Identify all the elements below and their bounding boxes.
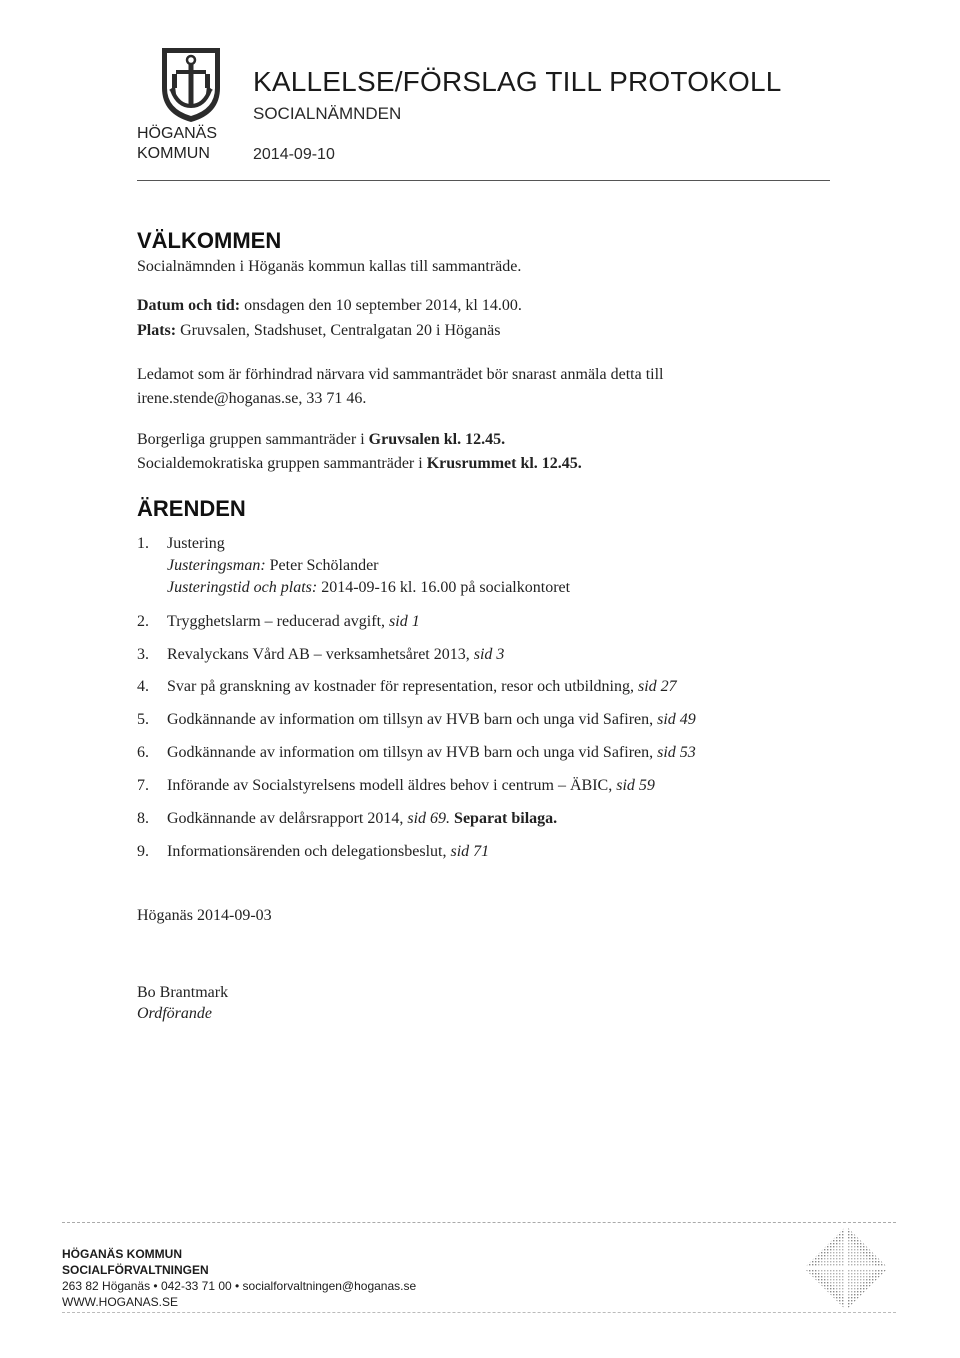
document-title: KALLELSE/FÖRSLAG TILL PROTOKOLL [253,66,782,97]
agenda-item [137,646,504,664]
municipality-line-1: HÖGANÄS [137,125,218,142]
adjuster-line [167,557,379,575]
group-meeting-2 [137,455,582,473]
committee-name: SOCIALNÄMNDEN [253,104,402,123]
item-page-ref: sid 49 [657,711,696,728]
agenda-item [137,810,557,828]
header-divider [137,180,830,181]
matters-heading: ÄRENDEN [137,496,246,521]
item-text: Godkännande av information om tillsyn av HVB barn och unga vid Safiren, [167,744,658,761]
municipal-coat-of-arms-logo [158,44,224,124]
footer-diamond-emblem [800,1222,892,1314]
signatory-role: Ordförande [137,1005,212,1022]
item-text: Godkännande av information om tillsyn av HVB barn och unga vid Safiren, [167,711,658,728]
group-meeting-room: Gruvsalen kl. 12.45. [368,431,506,448]
meeting-date: 2014-09-10 [253,146,335,163]
item-number: 2. [137,613,149,630]
welcome-heading: VÄLKOMMEN [137,228,282,253]
item-extra: Separat bilaga. [450,810,558,827]
item-page-ref: sid 27 [637,678,677,695]
item-page-ref: sid 59 [616,777,655,794]
group-meeting-text: Socialdemokratiska gruppen sammanträder i [137,455,427,472]
footer-address: 263 82 Höganäs • 042-33 71 00 • socialforvaltningen@hoganas.se [62,1279,417,1293]
municipality-line-2: KOMMUN [137,145,210,162]
footer-department: SOCIALFÖRVALTNINGEN [62,1263,209,1277]
item-text: Revalyckans Vård AB – verksamhetsåret 2013, [167,646,474,663]
group-meeting-text: Borgerliga gruppen sammanträder i [137,431,369,448]
item-number: 1. [137,535,149,552]
item-number: 6. [137,744,149,761]
item-page-ref: sid 69. [407,810,451,827]
adjuster-value: Peter Schölander [265,557,379,574]
agenda-item [137,744,696,762]
adjustment-time-label: Justeringstid och plats: [167,579,318,596]
meeting-place-line [137,322,500,340]
group-meeting-1 [137,431,505,449]
place-value: Gruvsalen, Stadshuset, Centralgatan 20 i Höganäs [176,322,501,339]
item-number: 7. [137,777,149,794]
item-number: 8. [137,810,149,827]
municipality-name [137,124,217,164]
item-number: 5. [137,711,149,728]
item-title: Justering [167,535,225,552]
item-number: 4. [137,678,149,695]
signatory-name: Bo Brantmark [137,984,229,1001]
date-value: onsdagen den 10 september 2014, kl 14.00. [240,297,522,314]
agenda-item [137,711,696,729]
footer-divider-bottom [62,1312,896,1313]
agenda-item [137,613,420,631]
group-meeting-room: Krusrummet kl. 12.45. [426,455,582,472]
adjustment-time-line [167,579,570,597]
footer-website-link[interactable]: WWW.HOGANAS.SE [62,1295,179,1309]
item-text: Svar på granskning av kostnader för representation, resor och utbildning, [167,678,638,695]
meeting-date-line [137,297,522,315]
agenda-item [137,843,489,861]
item-page-ref: sid 71 [450,843,490,860]
item-page-ref: sid 3 [473,646,505,663]
agenda-item-1 [137,535,225,553]
item-text: Godkännande av delårsrapport 2014, [167,810,408,827]
item-number: 9. [137,843,149,860]
absence-notice-line-1: Ledamot som är förhindrad närvara vid sammanträdet bör snarast anmäla detta till [137,366,664,383]
item-text: Informationsärenden och delegationsbeslut, [167,843,451,860]
item-number: 3. [137,646,149,663]
adjustment-time-value: 2014-09-16 kl. 16.00 på socialkontoret [317,579,571,596]
adjuster-label: Justeringsman: [167,557,266,574]
summons-text: Socialnämnden i Höganäs kommun kallas till sammanträde. [137,258,522,275]
agenda-item [137,777,655,795]
footer-divider-top [62,1222,896,1223]
place-label: Plats: [137,322,177,339]
item-page-ref: sid 53 [657,744,696,761]
agenda-item [137,678,677,696]
item-text: Införande av Socialstyrelsens modell äldres behov i centrum – ÄBIC, [167,777,617,794]
item-page-ref: sid 1 [389,613,420,630]
absence-notice-line-2: irene.stende@hoganas.se, 33 71 46. [137,390,367,407]
item-text: Trygghetslarm – reducerad avgift, [167,613,390,630]
date-label: Datum och tid: [137,297,241,314]
closing-place-date: Höganäs 2014-09-03 [137,907,272,924]
footer-organization: HÖGANÄS KOMMUN [62,1247,182,1261]
